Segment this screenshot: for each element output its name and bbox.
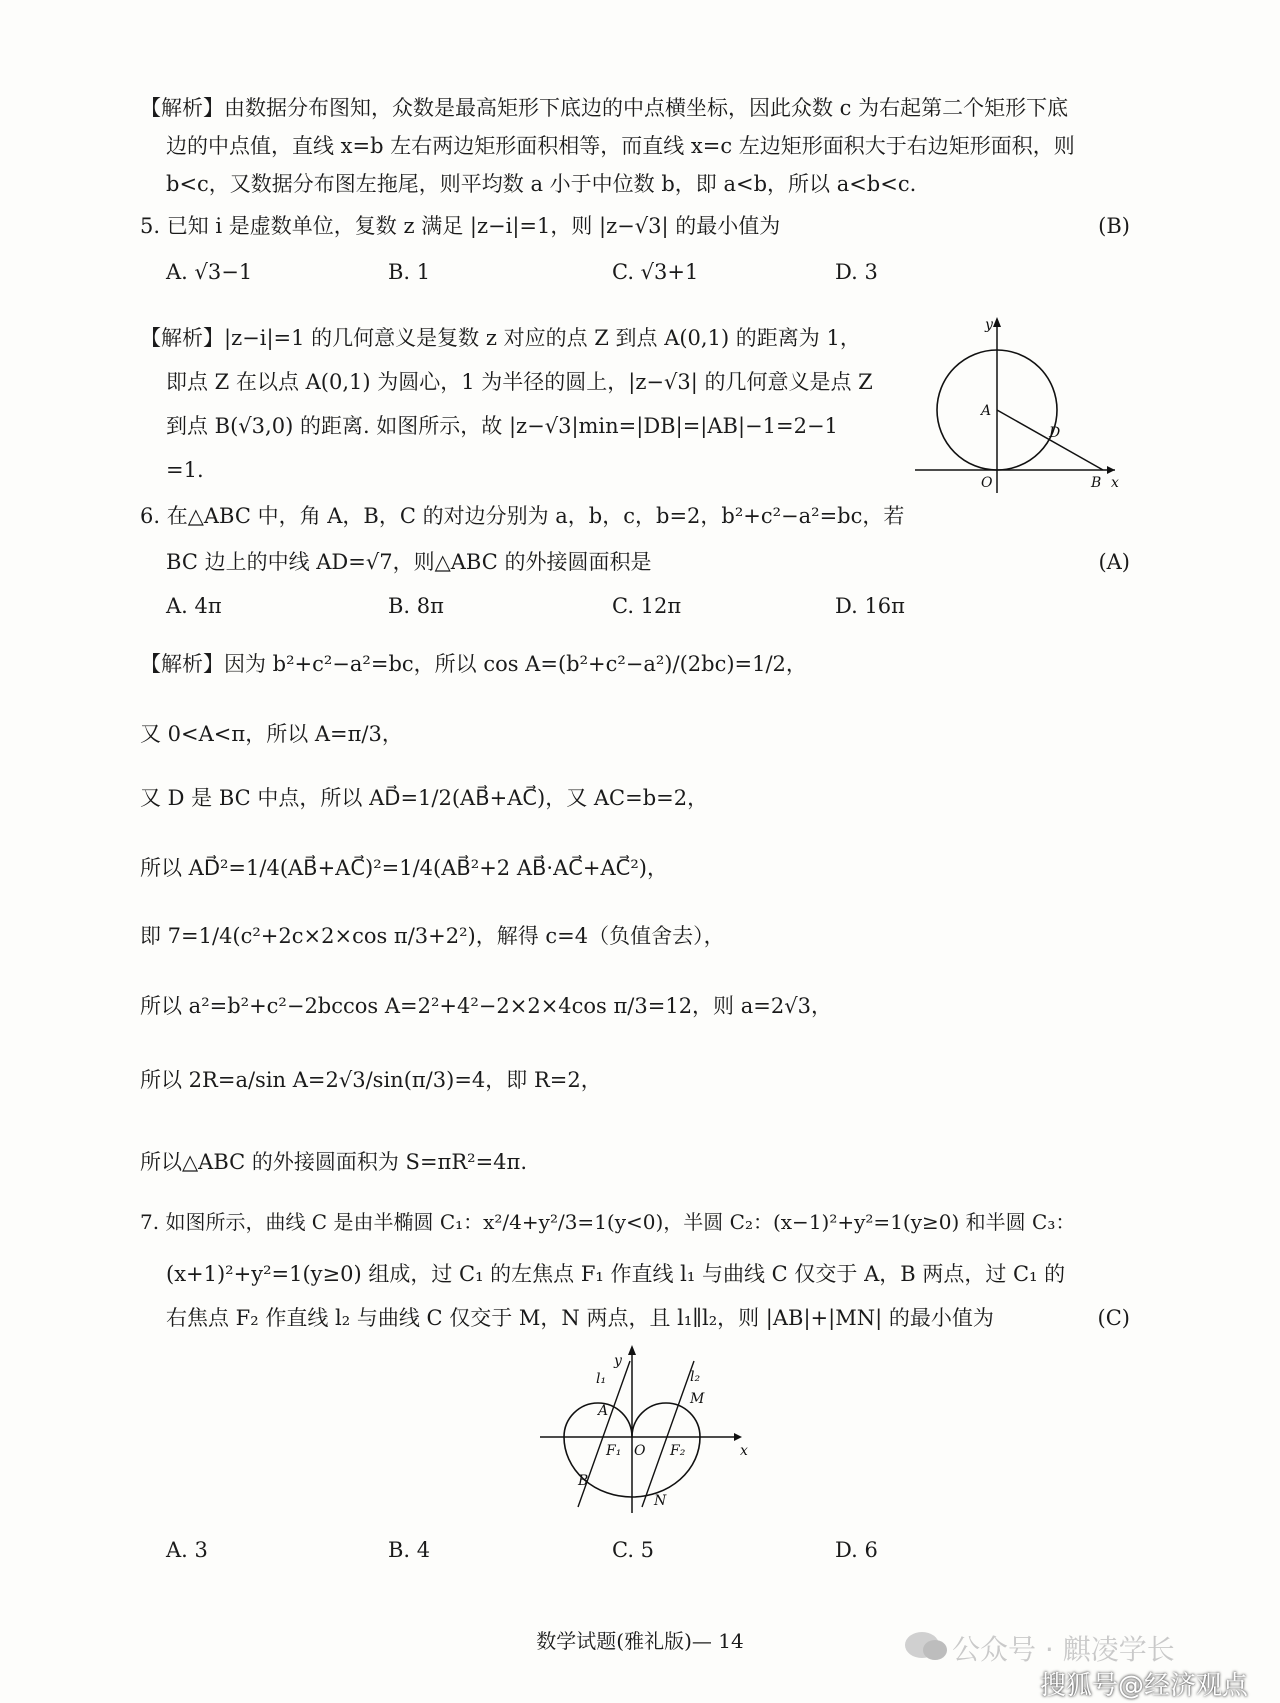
fig5-label-b: B bbox=[1091, 475, 1102, 491]
q7-option-b: B. 4 bbox=[388, 1538, 431, 1562]
q6-option-d: D. 16π bbox=[835, 594, 905, 618]
question-6-stem-2: BC 边上的中线 AD=√7，则△ABC 的外接圆面积是 bbox=[166, 550, 652, 574]
fig5-label-a: A bbox=[981, 403, 992, 419]
wechat-icon bbox=[905, 1632, 939, 1658]
q6-solution-3: 又 D 是 BC 中点，所以 AD⃗=1/2(AB⃗+AC⃗)，又 AC=b=2， bbox=[140, 786, 709, 810]
q5-option-d: D. 3 bbox=[835, 260, 878, 284]
fig7-label-n: N bbox=[654, 1493, 667, 1509]
page-footer: 数学试题(雅礼版)— 14 bbox=[536, 1629, 744, 1653]
fig7-label-f1: F₁ bbox=[606, 1443, 622, 1459]
fig7-label-f2: F₂ bbox=[670, 1443, 686, 1459]
q6-option-a: A. 4π bbox=[166, 594, 222, 618]
q6-solution-4: 所以 AD⃗²=1/4(AB⃗+AC⃗)²=1/4(AB⃗²+2 AB⃗·AC⃗+AC⃗²)， bbox=[140, 856, 668, 880]
question-7-answer: (C) bbox=[1097, 1306, 1130, 1330]
text-line-3: b<c，又数据分布图左拖尾，则平均数 a 小于中位数 b，即 a<b，所以 a<b<c. bbox=[166, 172, 917, 196]
q6-solution-5: 即 7=1/4(c²+2c×2×cos π/3+2²)，解得 c=4（负值舍去）， bbox=[140, 924, 725, 948]
q6-solution-8: 所以△ABC 的外接圆面积为 S=πR²=4π. bbox=[140, 1150, 528, 1174]
text-line-2: 边的中点值，直线 x=b 左右两边矩形面积相等，而直线 x=c 左边矩形面积大于右边矩形面积，则 bbox=[166, 134, 1075, 158]
q5-solution-1: 【解析】|z−i|=1 的几何意义是复数 z 对应的点 Z 到点 A(0,1) 的距离为 1， bbox=[140, 326, 861, 350]
q5-solution-4: =1. bbox=[166, 458, 204, 482]
question-7-stem-3: 右焦点 F₂ 作直线 l₂ 与曲线 C 仅交于 M，N 两点，且 l₁∥l₂，则 |AB|+|MN| 的最小值为 bbox=[166, 1306, 994, 1330]
q7-option-c: C. 5 bbox=[612, 1538, 655, 1562]
q6-option-b: B. 8π bbox=[388, 594, 444, 618]
fig5-label-d: D bbox=[1049, 425, 1061, 441]
figure-circle-diagram bbox=[915, 315, 1125, 495]
q6-solution-1: 【解析】因为 b²+c²−a²=bc，所以 cos A=(b²+c²−a²)/(2bc)=1/2， bbox=[140, 652, 807, 676]
fig7-label-b: B bbox=[578, 1473, 589, 1489]
q6-solution-2: 又 0<A<π，所以 A=π/3， bbox=[140, 722, 403, 746]
q5-option-c: C. √3+1 bbox=[612, 260, 699, 284]
fig7-label-a: A bbox=[598, 1403, 609, 1419]
fig7-label-x: x bbox=[740, 1443, 748, 1459]
question-6-answer: (A) bbox=[1098, 550, 1130, 574]
fig7-label-o: O bbox=[634, 1443, 646, 1459]
fig7-label-y: y bbox=[614, 1353, 622, 1369]
text-line-1: 【解析】由数据分布图知，众数是最高矩形下底边的中点横坐标，因此众数 c 为右起第二个矩形下底 bbox=[140, 96, 1069, 120]
fig5-label-x: x bbox=[1111, 475, 1119, 491]
question-7-stem-2: (x+1)²+y²=1(y≥0) 组成，过 C₁ 的左焦点 F₁ 作直线 l₁ 与曲线 C 仅交于 A，B 两点，过 C₁ 的 bbox=[166, 1262, 1066, 1286]
question-5-stem: 5. 已知 i 是虚数单位，复数 z 满足 |z−i|=1，则 |z−√3| 的最小值为 bbox=[140, 214, 781, 238]
figure-heart-curve bbox=[540, 1345, 750, 1515]
question-7-stem-1: 7. 如图所示，曲线 C 是由半椭圆 C₁：x²/4+y²/3=1(y<0)，半圆 C₂：(x−1)²+y²=1(y≥0) 和半圆 C₃： bbox=[140, 1210, 1076, 1234]
question-6-stem: 6. 在△ABC 中，角 A，B，C 的对边分别为 a，b，c，b=2，b²+c²−a²=bc，若 bbox=[140, 504, 905, 528]
q7-option-a: A. 3 bbox=[166, 1538, 208, 1562]
q6-option-c: C. 12π bbox=[612, 594, 682, 618]
fig7-label-m: M bbox=[690, 1391, 705, 1407]
q5-solution-2: 即点 Z 在以点 A(0,1) 为圆心，1 为半径的圆上，|z−√3| 的几何意义是点 Z bbox=[166, 370, 873, 394]
fig7-label-l2: l₂ bbox=[690, 1369, 701, 1385]
question-5-answer: (B) bbox=[1098, 214, 1130, 238]
q6-solution-7: 所以 2R=a/sin A=2√3/sin(π/3)=4，即 R=2， bbox=[140, 1068, 602, 1092]
fig7-label-l1: l₁ bbox=[596, 1371, 607, 1387]
q7-option-d: D. 6 bbox=[835, 1538, 878, 1562]
fig5-label-y: y bbox=[985, 317, 993, 333]
q5-option-b: B. 1 bbox=[388, 260, 431, 284]
q5-option-a: A. √3−1 bbox=[166, 260, 253, 284]
q5-solution-3: 到点 B(√3,0) 的距离. 如图所示，故 |z−√3|min=|DB|=|AB|−1=2−1 bbox=[166, 414, 838, 438]
watermark-sohu: 搜狐号@经济观点 bbox=[1040, 1671, 1249, 1701]
q6-solution-6: 所以 a²=b²+c²−2bccos A=2²+4²−2×2×4cos π/3=12，则 a=2√3， bbox=[140, 994, 832, 1018]
fig5-label-o: O bbox=[981, 475, 993, 491]
watermark-wechat: 公众号 · 麒凌学长 bbox=[952, 1633, 1175, 1666]
